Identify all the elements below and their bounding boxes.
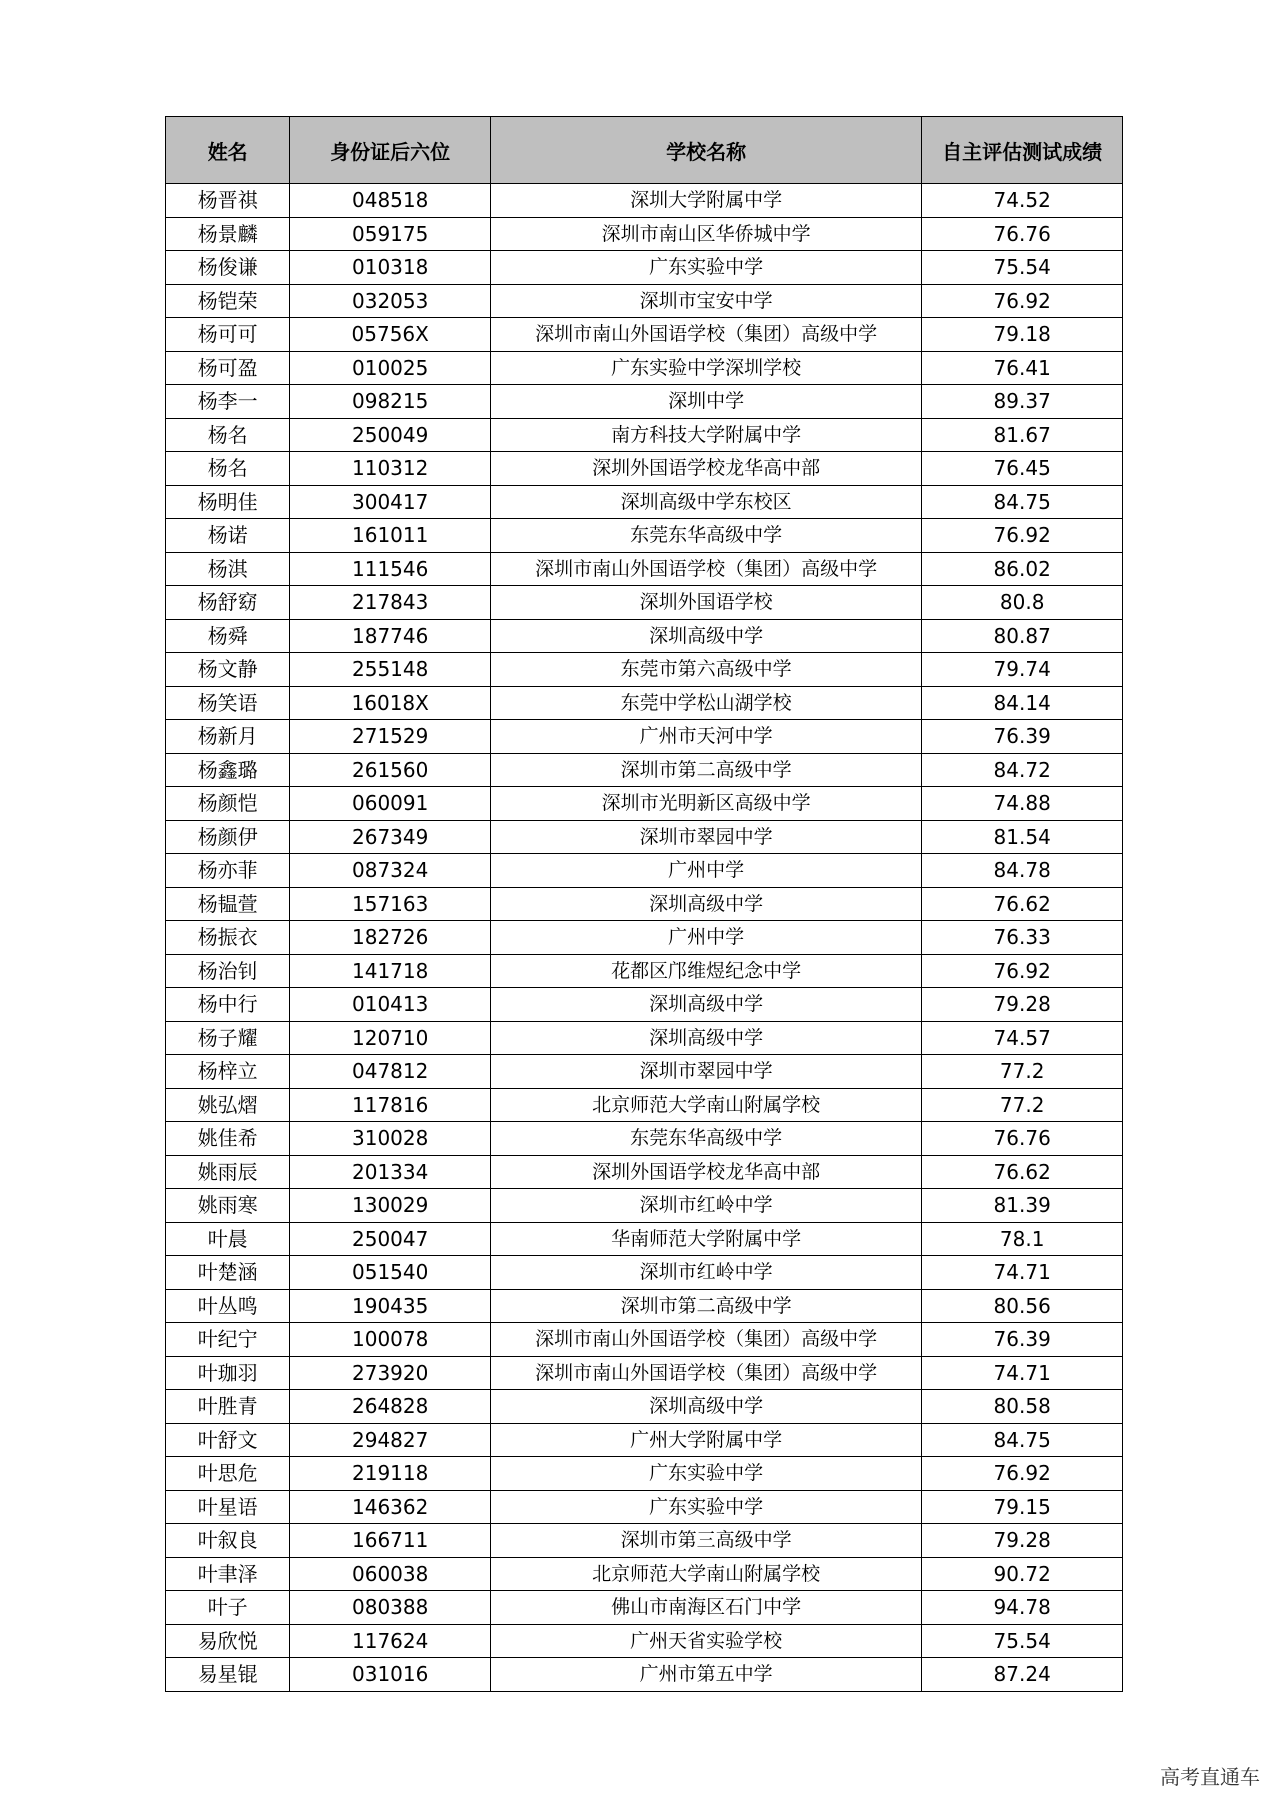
cell-name: 杨名	[166, 418, 290, 452]
cell-score: 84.14	[922, 686, 1123, 720]
cell-name: 杨颜恺	[166, 787, 290, 821]
cell-id-suffix: 130029	[290, 1189, 491, 1223]
cell-id-suffix: 250047	[290, 1222, 491, 1256]
cell-name: 姚雨辰	[166, 1155, 290, 1189]
cell-name: 杨李一	[166, 385, 290, 419]
table-row	[166, 1256, 1123, 1290]
cell-id-suffix: 190435	[290, 1289, 491, 1323]
cell-id-suffix: 010025	[290, 351, 491, 385]
cell-school: 广州中学	[491, 854, 922, 888]
cell-score: 84.75	[922, 485, 1123, 519]
table-row	[166, 686, 1123, 720]
cell-name: 杨舒窈	[166, 586, 290, 620]
cell-name: 叶叙良	[166, 1524, 290, 1558]
header-row	[166, 117, 1123, 184]
cell-score: 94.78	[922, 1591, 1123, 1625]
cell-id-suffix: 182726	[290, 921, 491, 955]
cell-id-suffix: 264828	[290, 1390, 491, 1424]
table-header	[166, 117, 1123, 184]
cell-id-suffix: 047812	[290, 1055, 491, 1089]
cell-school: 东莞东华高级中学	[491, 1122, 922, 1156]
table-row	[166, 887, 1123, 921]
cell-score: 76.45	[922, 452, 1123, 486]
cell-id-suffix: 031016	[290, 1658, 491, 1692]
cell-id-suffix: 010318	[290, 251, 491, 285]
cell-id-suffix: 117816	[290, 1088, 491, 1122]
cell-score: 76.62	[922, 887, 1123, 921]
cell-score: 80.56	[922, 1289, 1123, 1323]
cell-school: 广东实验中学	[491, 251, 922, 285]
cell-name: 叶纪宁	[166, 1323, 290, 1357]
table-row	[166, 1557, 1123, 1591]
table-row	[166, 1457, 1123, 1491]
table-row	[166, 1624, 1123, 1658]
cell-id-suffix: 294827	[290, 1423, 491, 1457]
cell-name: 叶舒文	[166, 1423, 290, 1457]
cell-name: 杨明佳	[166, 485, 290, 519]
cell-school: 东莞东华高级中学	[491, 519, 922, 553]
cell-name: 杨梓立	[166, 1055, 290, 1089]
cell-name: 杨治钊	[166, 954, 290, 988]
cell-score: 76.92	[922, 284, 1123, 318]
cell-id-suffix: 080388	[290, 1591, 491, 1625]
table-row	[166, 753, 1123, 787]
table-row	[166, 418, 1123, 452]
cell-school: 深圳市南山外国语学校（集团）高级中学	[491, 1323, 922, 1357]
cell-score: 75.54	[922, 1624, 1123, 1658]
cell-score: 77.2	[922, 1088, 1123, 1122]
cell-score: 81.39	[922, 1189, 1123, 1223]
cell-score: 84.75	[922, 1423, 1123, 1457]
header-name: 姓名	[166, 117, 290, 184]
cell-name: 易欣悦	[166, 1624, 290, 1658]
cell-id-suffix: 261560	[290, 753, 491, 787]
cell-school: 深圳高级中学东校区	[491, 485, 922, 519]
cell-school: 广东实验中学深圳学校	[491, 351, 922, 385]
cell-id-suffix: 059175	[290, 217, 491, 251]
cell-school: 深圳市翠园中学	[491, 820, 922, 854]
cell-score: 76.62	[922, 1155, 1123, 1189]
cell-school: 深圳外国语学校	[491, 586, 922, 620]
table-row	[166, 586, 1123, 620]
cell-score: 76.76	[922, 1122, 1123, 1156]
cell-school: 广东实验中学	[491, 1457, 922, 1491]
cell-name: 叶星语	[166, 1490, 290, 1524]
cell-name: 叶楚涵	[166, 1256, 290, 1290]
cell-id-suffix: 267349	[290, 820, 491, 854]
cell-score: 76.39	[922, 720, 1123, 754]
cell-school: 深圳大学附属中学	[491, 184, 922, 218]
cell-school: 深圳高级中学	[491, 619, 922, 653]
table-body	[166, 184, 1123, 1692]
cell-school: 深圳市南山区华侨城中学	[491, 217, 922, 251]
cell-score: 76.92	[922, 519, 1123, 553]
table-row	[166, 1658, 1123, 1692]
table-row	[166, 552, 1123, 586]
cell-name: 叶胜青	[166, 1390, 290, 1424]
cell-name: 杨文静	[166, 653, 290, 687]
cell-id-suffix: 117624	[290, 1624, 491, 1658]
table-row	[166, 720, 1123, 754]
table-row	[166, 854, 1123, 888]
cell-score: 80.87	[922, 619, 1123, 653]
cell-score: 79.74	[922, 653, 1123, 687]
cell-score: 74.52	[922, 184, 1123, 218]
table-row	[166, 485, 1123, 519]
cell-score: 87.24	[922, 1658, 1123, 1692]
cell-score: 75.54	[922, 251, 1123, 285]
cell-school: 佛山市南海区石门中学	[491, 1591, 922, 1625]
cell-name: 杨诺	[166, 519, 290, 553]
table-row	[166, 1021, 1123, 1055]
cell-name: 叶丛鸣	[166, 1289, 290, 1323]
cell-name: 杨铠荣	[166, 284, 290, 318]
cell-school: 南方科技大学附属中学	[491, 418, 922, 452]
cell-score: 80.8	[922, 586, 1123, 620]
cell-name: 杨舜	[166, 619, 290, 653]
cell-id-suffix: 166711	[290, 1524, 491, 1558]
cell-school: 深圳市红岭中学	[491, 1189, 922, 1223]
cell-id-suffix: 161011	[290, 519, 491, 553]
table-row	[166, 1122, 1123, 1156]
cell-id-suffix: 300417	[290, 485, 491, 519]
cell-school: 深圳市宝安中学	[491, 284, 922, 318]
cell-id-suffix: 111546	[290, 552, 491, 586]
cell-score: 76.41	[922, 351, 1123, 385]
cell-id-suffix: 255148	[290, 653, 491, 687]
cell-score: 74.71	[922, 1356, 1123, 1390]
table-row	[166, 1189, 1123, 1223]
cell-id-suffix: 187746	[290, 619, 491, 653]
table-row	[166, 1490, 1123, 1524]
cell-score: 76.92	[922, 954, 1123, 988]
cell-id-suffix: 271529	[290, 720, 491, 754]
cell-name: 杨俊谦	[166, 251, 290, 285]
cell-score: 74.88	[922, 787, 1123, 821]
cell-school: 深圳市南山外国语学校（集团）高级中学	[491, 318, 922, 352]
cell-name: 杨可盈	[166, 351, 290, 385]
cell-score: 76.76	[922, 217, 1123, 251]
header-id-suffix: 身份证后六位	[290, 117, 491, 184]
cell-name: 姚佳希	[166, 1122, 290, 1156]
cell-school: 深圳外国语学校龙华高中部	[491, 452, 922, 486]
cell-score: 79.18	[922, 318, 1123, 352]
table-row	[166, 988, 1123, 1022]
cell-score: 90.72	[922, 1557, 1123, 1591]
table-row	[166, 1055, 1123, 1089]
header-school: 学校名称	[491, 117, 922, 184]
cell-school: 深圳市第三高级中学	[491, 1524, 922, 1558]
cell-id-suffix: 250049	[290, 418, 491, 452]
table-row	[166, 1390, 1123, 1424]
table-row	[166, 452, 1123, 486]
table-row	[166, 1088, 1123, 1122]
cell-id-suffix: 060038	[290, 1557, 491, 1591]
cell-school: 广州市天河中学	[491, 720, 922, 754]
table-row	[166, 318, 1123, 352]
cell-name: 杨振衣	[166, 921, 290, 955]
table-row	[166, 1323, 1123, 1357]
cell-name: 杨晋祺	[166, 184, 290, 218]
cell-name: 杨颜伊	[166, 820, 290, 854]
cell-score: 89.37	[922, 385, 1123, 419]
cell-id-suffix: 16018X	[290, 686, 491, 720]
cell-id-suffix: 310028	[290, 1122, 491, 1156]
cell-name: 杨韫萱	[166, 887, 290, 921]
cell-school: 广州市第五中学	[491, 1658, 922, 1692]
cell-score: 78.1	[922, 1222, 1123, 1256]
table-row	[166, 1423, 1123, 1457]
cell-id-suffix: 051540	[290, 1256, 491, 1290]
cell-school: 深圳外国语学校龙华高中部	[491, 1155, 922, 1189]
cell-name: 姚弘熠	[166, 1088, 290, 1122]
cell-name: 杨名	[166, 452, 290, 486]
cell-school: 东莞中学松山湖学校	[491, 686, 922, 720]
table-row	[166, 820, 1123, 854]
cell-name: 杨亦菲	[166, 854, 290, 888]
table-row	[166, 251, 1123, 285]
cell-school: 花都区邝维煜纪念中学	[491, 954, 922, 988]
cell-name: 杨中行	[166, 988, 290, 1022]
cell-score: 74.57	[922, 1021, 1123, 1055]
cell-school: 广州大学附属中学	[491, 1423, 922, 1457]
cell-id-suffix: 217843	[290, 586, 491, 620]
table-row	[166, 921, 1123, 955]
cell-score: 77.2	[922, 1055, 1123, 1089]
cell-school: 深圳市第二高级中学	[491, 753, 922, 787]
table-row	[166, 1356, 1123, 1390]
cell-id-suffix: 100078	[290, 1323, 491, 1357]
cell-score: 79.28	[922, 988, 1123, 1022]
table-row	[166, 184, 1123, 218]
cell-school: 北京师范大学南山附属学校	[491, 1088, 922, 1122]
cell-school: 深圳高级中学	[491, 1390, 922, 1424]
table-row	[166, 619, 1123, 653]
cell-school: 深圳高级中学	[491, 988, 922, 1022]
table-row	[166, 1222, 1123, 1256]
cell-school: 深圳市红岭中学	[491, 1256, 922, 1290]
cell-name: 叶思危	[166, 1457, 290, 1491]
cell-school: 广州天省实验学校	[491, 1624, 922, 1658]
cell-score: 81.54	[922, 820, 1123, 854]
cell-score: 76.33	[922, 921, 1123, 955]
cell-school: 深圳市第二高级中学	[491, 1289, 922, 1323]
cell-id-suffix: 273920	[290, 1356, 491, 1390]
cell-id-suffix: 010413	[290, 988, 491, 1022]
cell-id-suffix: 05756X	[290, 318, 491, 352]
cell-id-suffix: 060091	[290, 787, 491, 821]
cell-name: 杨子耀	[166, 1021, 290, 1055]
cell-id-suffix: 219118	[290, 1457, 491, 1491]
cell-name: 易星锟	[166, 1658, 290, 1692]
cell-id-suffix: 157163	[290, 887, 491, 921]
table-row	[166, 954, 1123, 988]
cell-name: 杨笑语	[166, 686, 290, 720]
cell-score: 84.72	[922, 753, 1123, 787]
cell-name: 叶聿泽	[166, 1557, 290, 1591]
cell-name: 杨淇	[166, 552, 290, 586]
cell-school: 东莞市第六高级中学	[491, 653, 922, 687]
table-row	[166, 217, 1123, 251]
table-row	[166, 1155, 1123, 1189]
table-row	[166, 787, 1123, 821]
cell-score: 74.71	[922, 1256, 1123, 1290]
cell-school: 深圳高级中学	[491, 887, 922, 921]
table-row	[166, 519, 1123, 553]
score-table	[165, 116, 1123, 1692]
cell-id-suffix: 120710	[290, 1021, 491, 1055]
cell-name: 杨可可	[166, 318, 290, 352]
cell-id-suffix: 032053	[290, 284, 491, 318]
cell-score: 79.28	[922, 1524, 1123, 1558]
table-row	[166, 284, 1123, 318]
table-row	[166, 385, 1123, 419]
table-row	[166, 1289, 1123, 1323]
cell-school: 北京师范大学南山附属学校	[491, 1557, 922, 1591]
table-row	[166, 653, 1123, 687]
cell-id-suffix: 098215	[290, 385, 491, 419]
cell-name: 叶子	[166, 1591, 290, 1625]
cell-name: 姚雨寒	[166, 1189, 290, 1223]
cell-name: 叶晨	[166, 1222, 290, 1256]
cell-id-suffix: 146362	[290, 1490, 491, 1524]
cell-school: 深圳高级中学	[491, 1021, 922, 1055]
cell-id-suffix: 201334	[290, 1155, 491, 1189]
watermark: 高考直通车	[1160, 1765, 1260, 1789]
cell-id-suffix: 087324	[290, 854, 491, 888]
cell-school: 广州中学	[491, 921, 922, 955]
cell-score: 79.15	[922, 1490, 1123, 1524]
cell-name: 杨景麟	[166, 217, 290, 251]
cell-id-suffix: 048518	[290, 184, 491, 218]
cell-school: 深圳市南山外国语学校（集团）高级中学	[491, 552, 922, 586]
cell-school: 深圳中学	[491, 385, 922, 419]
cell-name: 杨鑫璐	[166, 753, 290, 787]
cell-score: 76.92	[922, 1457, 1123, 1491]
cell-score: 76.39	[922, 1323, 1123, 1357]
cell-id-suffix: 141718	[290, 954, 491, 988]
cell-score: 84.78	[922, 854, 1123, 888]
cell-score: 86.02	[922, 552, 1123, 586]
table-row	[166, 1591, 1123, 1625]
cell-score: 81.67	[922, 418, 1123, 452]
cell-school: 深圳市光明新区高级中学	[491, 787, 922, 821]
cell-score: 80.58	[922, 1390, 1123, 1424]
cell-id-suffix: 110312	[290, 452, 491, 486]
table-row	[166, 1524, 1123, 1558]
cell-school: 深圳市南山外国语学校（集团）高级中学	[491, 1356, 922, 1390]
cell-school: 华南师范大学附属中学	[491, 1222, 922, 1256]
header-score: 自主评估测试成绩	[922, 117, 1123, 184]
cell-name: 杨新月	[166, 720, 290, 754]
cell-name: 叶珈羽	[166, 1356, 290, 1390]
table-row	[166, 351, 1123, 385]
cell-school: 广东实验中学	[491, 1490, 922, 1524]
cell-school: 深圳市翠园中学	[491, 1055, 922, 1089]
